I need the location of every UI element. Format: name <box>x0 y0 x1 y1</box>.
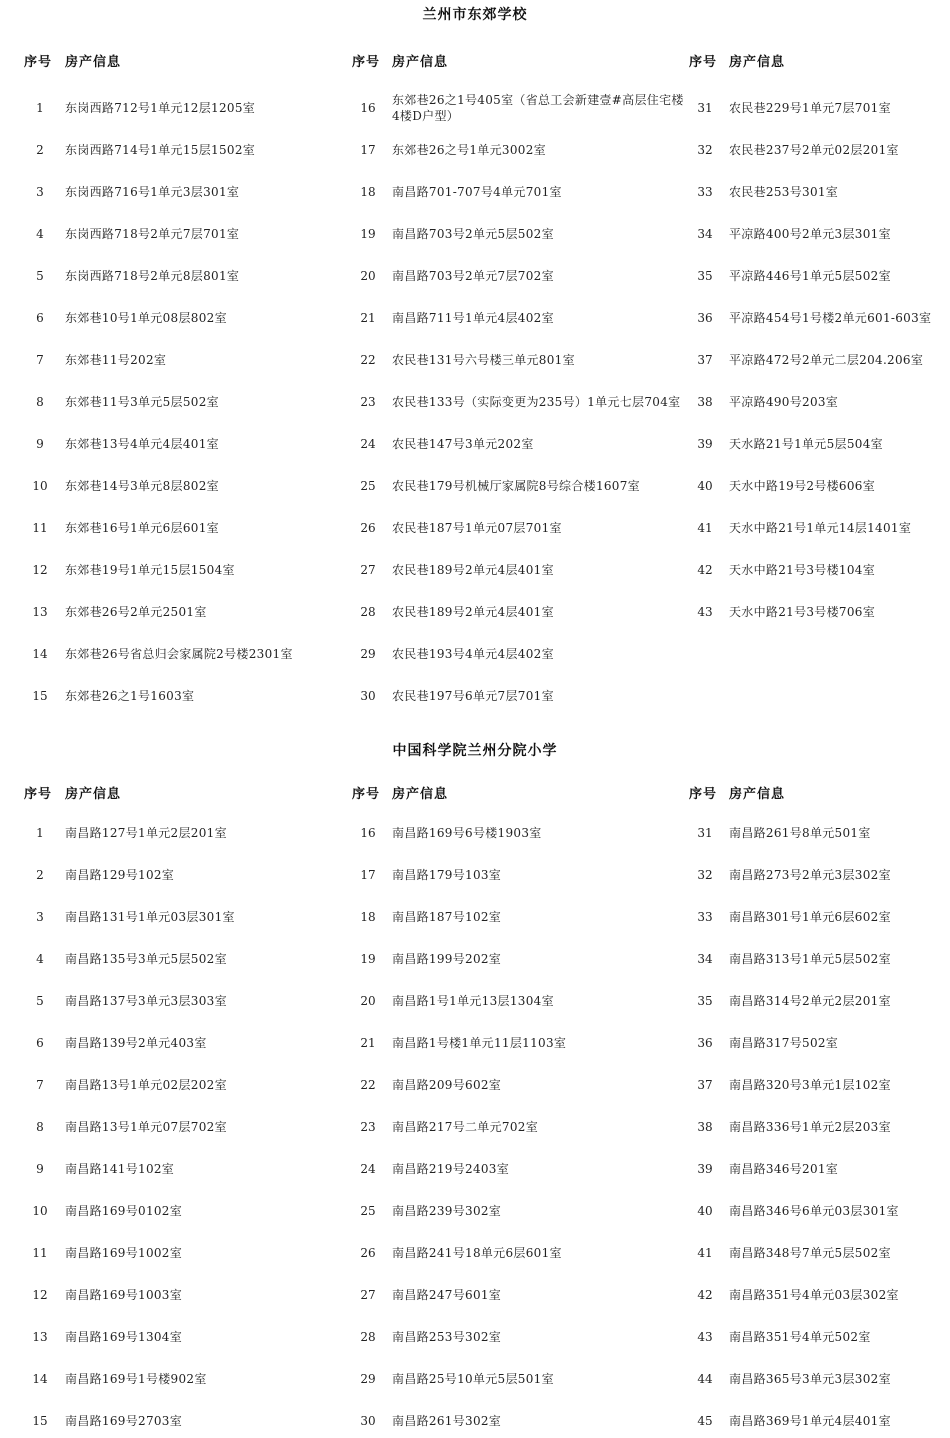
row-number: 8 <box>36 1120 44 1134</box>
row-number: 1 <box>36 101 44 115</box>
property-address: 南昌路217号二单元702室 <box>392 1120 539 1134</box>
property-address: 南昌路135号3单元5层502室 <box>65 952 227 966</box>
row-number: 35 <box>697 994 713 1008</box>
row-number: 13 <box>32 605 48 619</box>
row-number: 45 <box>697 1414 713 1428</box>
property-address: 南昌路369号1单元4层401室 <box>729 1414 891 1428</box>
row-number: 7 <box>36 353 44 367</box>
column-header-seq: 序号 <box>689 787 718 802</box>
row-number: 37 <box>697 1078 713 1092</box>
row-number: 20 <box>360 269 376 283</box>
property-address: 农民巷187号1单元07层701室 <box>392 521 562 535</box>
row-number: 43 <box>697 605 713 619</box>
property-address: 南昌路703号2单元5层502室 <box>392 227 554 241</box>
column-header-info: 房产信息 <box>729 787 786 802</box>
row-number: 9 <box>36 437 44 451</box>
property-address: 东郊巷16号1单元6层601室 <box>65 521 219 535</box>
property-address: 南昌路187号102室 <box>392 910 502 924</box>
row-number: 25 <box>360 1204 376 1218</box>
column-header-info: 房产信息 <box>65 787 122 802</box>
property-address: 南昌路139号2单元403室 <box>65 1036 207 1050</box>
property-address: 天水中路19号2号楼606室 <box>729 479 876 493</box>
property-address: 南昌路127号1单元2层201室 <box>65 826 227 840</box>
property-address: 南昌路346号6单元03层301室 <box>729 1204 899 1218</box>
column-header-info: 房产信息 <box>392 55 449 70</box>
property-address: 农民巷197号6单元7层701室 <box>392 689 554 703</box>
property-address: 南昌路320号3单元1层102室 <box>729 1078 891 1092</box>
row-number: 10 <box>32 1204 48 1218</box>
row-number: 13 <box>32 1330 48 1344</box>
row-number: 4 <box>36 227 44 241</box>
property-address: 南昌路219号2403室 <box>392 1162 510 1176</box>
row-number: 33 <box>697 910 713 924</box>
property-address: 东郊巷11号202室 <box>65 353 167 367</box>
row-number: 30 <box>360 1414 376 1428</box>
section-title: 中国科学院兰州分院小学 <box>392 743 558 759</box>
property-address: 南昌路241号18单元6层601室 <box>392 1246 562 1260</box>
property-address: 南昌路711号1单元4层402室 <box>392 311 554 325</box>
property-address: 农民巷131号六号楼三单元801室 <box>392 353 575 367</box>
column-header-seq: 序号 <box>24 55 53 70</box>
property-address: 农民巷237号2单元02层201室 <box>729 143 899 157</box>
property-address: 南昌路199号202室 <box>392 952 502 966</box>
property-address: 南昌路1号1单元13层1304室 <box>392 994 554 1008</box>
section-title: 兰州市东郊学校 <box>422 7 528 23</box>
row-number: 7 <box>36 1078 44 1092</box>
row-number: 42 <box>697 1288 713 1302</box>
property-address: 南昌路239号302室 <box>392 1204 502 1218</box>
row-number: 41 <box>697 1246 713 1260</box>
property-address: 南昌路169号1002室 <box>65 1246 183 1260</box>
property-address: 农民巷193号4单元4层402室 <box>392 647 554 661</box>
row-number: 8 <box>36 395 44 409</box>
row-number: 34 <box>697 952 713 966</box>
property-address: 东岗西路712号1单元12层1205室 <box>65 101 256 115</box>
property-address: 平凉路490号203室 <box>729 395 839 409</box>
property-address: 农民巷253号301室 <box>729 185 839 199</box>
property-address: 东郊巷26号省总归会家属院2号楼2301室 <box>65 647 293 661</box>
column-header-seq: 序号 <box>689 55 718 70</box>
row-number: 26 <box>360 521 376 535</box>
property-address: 东岗西路718号2单元7层701室 <box>65 227 240 241</box>
property-address: 平凉路400号2单元3层301室 <box>729 227 891 241</box>
row-number: 34 <box>697 227 713 241</box>
row-number: 18 <box>360 185 376 199</box>
property-address: 南昌路13号1单元07层702室 <box>65 1120 227 1134</box>
row-number: 12 <box>32 1288 48 1302</box>
property-address: 南昌路253号302室 <box>392 1330 502 1344</box>
row-number: 42 <box>697 563 713 577</box>
row-number: 1 <box>36 826 44 840</box>
row-number: 19 <box>360 952 376 966</box>
property-address: 南昌路348号7单元5层502室 <box>729 1246 891 1260</box>
row-number: 39 <box>697 1162 713 1176</box>
property-address: 南昌路365号3单元3层302室 <box>729 1372 891 1386</box>
column-header-info: 房产信息 <box>729 55 786 70</box>
row-number: 35 <box>697 269 713 283</box>
row-number: 18 <box>360 910 376 924</box>
row-number: 33 <box>697 185 713 199</box>
row-number: 14 <box>32 1372 48 1386</box>
row-number: 15 <box>32 689 48 703</box>
row-number: 4 <box>36 952 44 966</box>
row-number: 27 <box>360 563 376 577</box>
row-number: 11 <box>32 1246 48 1260</box>
property-address: 东郊巷11号3单元5层502室 <box>65 395 219 409</box>
row-number: 40 <box>697 479 713 493</box>
property-address: 南昌路129号102室 <box>65 868 175 882</box>
column-header-info: 房产信息 <box>392 787 449 802</box>
property-address: 南昌路313号1单元5层502室 <box>729 952 891 966</box>
property-address: 天水中路21号1单元14层1401室 <box>729 521 912 535</box>
property-address: 南昌路13号1单元02层202室 <box>65 1078 227 1092</box>
column-header-info: 房产信息 <box>65 55 122 70</box>
property-address: 农民巷229号1单元7层701室 <box>729 101 891 115</box>
row-number: 2 <box>36 143 44 157</box>
property-address: 东郊巷10号1单元08层802室 <box>65 311 227 325</box>
row-number: 27 <box>360 1288 376 1302</box>
property-address: 南昌路247号601室 <box>392 1288 502 1302</box>
property-address: 南昌路261号302室 <box>392 1414 502 1428</box>
property-address: 天水中路21号3号楼104室 <box>729 563 876 577</box>
property-address: 农民巷189号2单元4层401室 <box>392 563 554 577</box>
property-address: 南昌路169号2703室 <box>65 1414 183 1428</box>
property-address: 东岗西路716号1单元3层301室 <box>65 185 240 199</box>
property-address: 南昌路351号4单元03层302室 <box>729 1288 899 1302</box>
property-address: 农民巷179号机械厅家属院8号综合楼1607室 <box>392 479 640 493</box>
property-address: 东岗西路714号1单元15层1502室 <box>65 143 256 157</box>
row-number: 37 <box>697 353 713 367</box>
property-address: 南昌路169号1号楼902室 <box>65 1372 207 1386</box>
row-number: 5 <box>36 269 44 283</box>
property-address: 东郊巷26之1号1603室 <box>65 689 195 703</box>
row-number: 22 <box>360 1078 376 1092</box>
row-number: 28 <box>360 1330 376 1344</box>
property-address: 平凉路472号2单元二层204.206室 <box>729 353 924 367</box>
row-number: 22 <box>360 353 376 367</box>
row-number: 21 <box>360 1036 376 1050</box>
property-address: 南昌路701-707号4单元701室 <box>392 185 562 199</box>
property-address: 南昌路273号2单元3层302室 <box>729 868 891 882</box>
row-number: 12 <box>32 563 48 577</box>
property-address: 南昌路169号0102室 <box>65 1204 183 1218</box>
property-address: 南昌路261号8单元501室 <box>729 826 871 840</box>
row-number: 36 <box>697 1036 713 1050</box>
property-address: 南昌路301号1单元6层602室 <box>729 910 891 924</box>
property-address: 南昌路351号4单元502室 <box>729 1330 871 1344</box>
property-address: 南昌路336号1单元2层203室 <box>729 1120 891 1134</box>
row-number: 25 <box>360 479 376 493</box>
property-address: 东郊巷26号2单元2501室 <box>65 605 207 619</box>
property-address: 东郊巷19号1单元15层1504室 <box>65 563 235 577</box>
row-number: 14 <box>32 647 48 661</box>
row-number: 24 <box>360 1162 376 1176</box>
row-number: 17 <box>360 868 376 882</box>
row-number: 26 <box>360 1246 376 1260</box>
row-number: 38 <box>697 1120 713 1134</box>
row-number: 28 <box>360 605 376 619</box>
row-number: 3 <box>36 185 44 199</box>
row-number: 40 <box>697 1204 713 1218</box>
row-number: 9 <box>36 1162 44 1176</box>
column-header-seq: 序号 <box>24 787 53 802</box>
property-address: 南昌路703号2单元7层702室 <box>392 269 554 283</box>
property-address: 南昌路317号502室 <box>729 1036 839 1050</box>
row-number: 10 <box>32 479 48 493</box>
row-number: 41 <box>697 521 713 535</box>
property-address: 南昌路314号2单元2层201室 <box>729 994 891 1008</box>
property-address: 平凉路446号1单元5层502室 <box>729 269 891 283</box>
property-address: 平凉路454号1号楼2单元601-603室 <box>729 311 932 325</box>
property-address: 东岗西路718号2单元8层801室 <box>65 269 240 283</box>
row-number: 24 <box>360 437 376 451</box>
row-number: 17 <box>360 143 376 157</box>
property-address: 东郊巷26之号1单元3002室 <box>392 143 546 157</box>
property-address: 南昌路169号1003室 <box>65 1288 183 1302</box>
property-address: 南昌路169号6号楼1903室 <box>392 826 542 840</box>
row-number: 3 <box>36 910 44 924</box>
row-number: 44 <box>697 1372 713 1386</box>
row-number: 2 <box>36 868 44 882</box>
column-header-seq: 序号 <box>352 787 381 802</box>
row-number: 36 <box>697 311 713 325</box>
row-number: 16 <box>360 826 376 840</box>
row-number: 39 <box>697 437 713 451</box>
row-number: 31 <box>697 826 713 840</box>
row-number: 6 <box>36 311 44 325</box>
property-address: 南昌路1号楼1单元11层1103室 <box>392 1036 567 1050</box>
row-number: 38 <box>697 395 713 409</box>
property-address: 东郊巷14号3单元8层802室 <box>65 479 219 493</box>
property-address: 南昌路179号103室 <box>392 868 502 882</box>
property-address: 农民巷147号3单元202室 <box>392 437 534 451</box>
property-address: 农民巷133号（实际变更为235号）1单元七层704室 <box>392 395 681 409</box>
row-number: 11 <box>32 521 48 535</box>
row-number: 5 <box>36 994 44 1008</box>
row-number: 29 <box>360 647 376 661</box>
property-address: 南昌路25号10单元5层501室 <box>392 1372 554 1386</box>
property-address: 农民巷189号2单元4层401室 <box>392 605 554 619</box>
property-address: 南昌路131号1单元03层301室 <box>65 910 235 924</box>
column-header-seq: 序号 <box>352 55 381 70</box>
property-address: 天水中路21号3号楼706室 <box>729 605 876 619</box>
row-number: 23 <box>360 395 376 409</box>
row-number: 23 <box>360 1120 376 1134</box>
row-number: 19 <box>360 227 376 241</box>
row-number: 20 <box>360 994 376 1008</box>
row-number: 43 <box>697 1330 713 1344</box>
property-address: 天水路21号1单元5层504室 <box>729 437 883 451</box>
row-number: 32 <box>697 143 713 157</box>
property-address: 南昌路346号201室 <box>729 1162 839 1176</box>
row-number: 30 <box>360 689 376 703</box>
property-address: 南昌路169号1304室 <box>65 1330 183 1344</box>
row-number: 31 <box>697 101 713 115</box>
property-address: 南昌路141号102室 <box>65 1162 175 1176</box>
row-number: 29 <box>360 1372 376 1386</box>
row-number: 6 <box>36 1036 44 1050</box>
property-address: 南昌路209号602室 <box>392 1078 502 1092</box>
property-address: 东郊巷26之1号405室（省总工会新建壹#高层住宅楼4楼D户型） <box>392 93 684 123</box>
property-address: 南昌路137号3单元3层303室 <box>65 994 227 1008</box>
property-address: 东郊巷13号4单元4层401室 <box>65 437 219 451</box>
row-number: 15 <box>32 1414 48 1428</box>
row-number: 21 <box>360 311 376 325</box>
row-number: 32 <box>697 868 713 882</box>
row-number: 16 <box>360 101 376 115</box>
